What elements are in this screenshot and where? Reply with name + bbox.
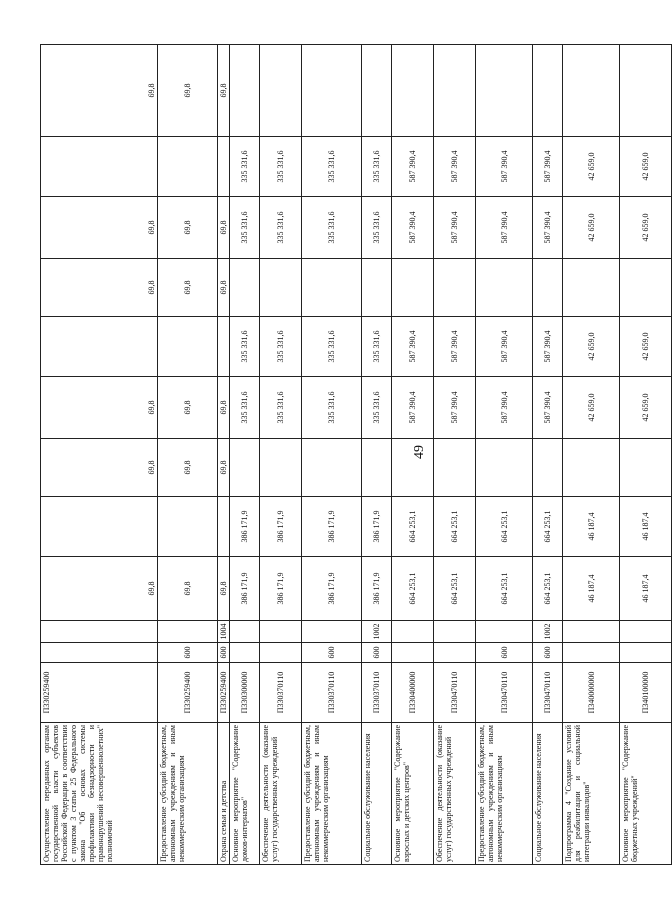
row-value-5-cell: 335 331,6 bbox=[230, 317, 260, 377]
table-row bbox=[230, 45, 260, 865]
row-value-6-cell bbox=[434, 259, 476, 317]
row-value-3-cell bbox=[563, 439, 620, 497]
row-code-cell: П330259400 bbox=[158, 663, 218, 723]
row-value-5-cell bbox=[158, 317, 218, 377]
row-value-6-cell bbox=[392, 259, 434, 317]
row-value-9-cell bbox=[362, 45, 392, 137]
row-value-5-cell: 587 390,4 bbox=[533, 317, 563, 377]
row-value-7-cell: 587 390,4 bbox=[392, 197, 434, 259]
row-code-cell: П330259400 bbox=[41, 663, 158, 723]
row-value-5-cell bbox=[218, 317, 230, 377]
row-expense-type-cell bbox=[563, 643, 620, 663]
row-value-5-cell: 335 331,6 bbox=[362, 317, 392, 377]
row-value-6-cell bbox=[260, 259, 302, 317]
row-value-8-cell: 335 331,6 bbox=[302, 137, 362, 197]
row-name-cell: Предоставление субсидий бюджетным, автономным учреждениям и иным некоммерческим организациям bbox=[302, 723, 362, 865]
row-value-9-cell bbox=[563, 45, 620, 137]
row-value-2-cell: 664 253,1 bbox=[392, 497, 434, 557]
row-value-1-cell: 664 253,1 bbox=[533, 557, 563, 621]
row-section-cell bbox=[434, 621, 476, 643]
budget-table bbox=[40, 44, 672, 865]
row-value-2-cell: 664 253,1 bbox=[533, 497, 563, 557]
row-value-1-cell: 386 171,9 bbox=[362, 557, 392, 621]
row-value-2-cell: 46 187,4 bbox=[563, 497, 620, 557]
row-value-6-cell: 69,8 bbox=[41, 259, 158, 317]
row-value-8-cell: 335 331,6 bbox=[230, 137, 260, 197]
row-value-5-cell: 42 659,0 bbox=[620, 317, 672, 377]
row-value-7-cell: 335 331,6 bbox=[230, 197, 260, 259]
row-value-1-cell: 69,8 bbox=[218, 557, 230, 621]
row-value-8-cell: 587 390,4 bbox=[476, 137, 533, 197]
row-value-2-cell: 386 171,9 bbox=[230, 497, 260, 557]
row-section-cell bbox=[476, 621, 533, 643]
row-value-6-cell bbox=[563, 259, 620, 317]
row-value-9-cell bbox=[434, 45, 476, 137]
row-value-2-cell bbox=[218, 497, 230, 557]
row-value-8-cell bbox=[41, 137, 158, 197]
row-value-3-cell bbox=[392, 439, 434, 497]
row-value-4-cell: 42 659,0 bbox=[563, 377, 620, 439]
row-code-cell: П340100000 bbox=[620, 663, 672, 723]
page-number: 49 bbox=[412, 445, 427, 459]
row-code-cell: П330300000 bbox=[230, 663, 260, 723]
row-value-7-cell: 69,8 bbox=[218, 197, 230, 259]
row-expense-type-cell bbox=[41, 643, 158, 663]
row-value-2-cell bbox=[158, 497, 218, 557]
row-value-4-cell: 69,8 bbox=[158, 377, 218, 439]
row-value-6-cell bbox=[302, 259, 362, 317]
row-value-1-cell: 664 253,1 bbox=[476, 557, 533, 621]
row-value-9-cell bbox=[260, 45, 302, 137]
row-value-1-cell: 69,8 bbox=[158, 557, 218, 621]
row-value-3-cell bbox=[620, 439, 672, 497]
row-value-3-cell bbox=[362, 439, 392, 497]
row-value-7-cell: 42 659,0 bbox=[563, 197, 620, 259]
row-name-cell: Предоставление субсидий бюджетным, автономным учреждениям и иным некоммерческим организациям bbox=[476, 723, 533, 865]
row-value-8-cell bbox=[158, 137, 218, 197]
row-expense-type-cell bbox=[392, 643, 434, 663]
row-value-9-cell: 69,8 bbox=[158, 45, 218, 137]
row-name-cell: Обеспечение деятельности (оказание услуг) государственных учреждений bbox=[434, 723, 476, 865]
table-row bbox=[41, 45, 158, 865]
row-name-cell: Основное мероприятие "Содержание домов-интернатов" bbox=[230, 723, 260, 865]
row-value-6-cell bbox=[362, 259, 392, 317]
row-value-1-cell: 69,8 bbox=[41, 557, 158, 621]
row-value-4-cell: 587 390,4 bbox=[533, 377, 563, 439]
row-code-cell: П330259400 bbox=[218, 663, 230, 723]
row-name-cell: Обеспечение деятельности (оказание услуг) государственных учреждений bbox=[260, 723, 302, 865]
row-value-2-cell bbox=[41, 497, 158, 557]
table-row bbox=[563, 45, 620, 865]
row-section-cell bbox=[563, 621, 620, 643]
row-section-cell bbox=[392, 621, 434, 643]
row-value-9-cell bbox=[620, 45, 672, 137]
table-row bbox=[260, 45, 302, 865]
row-section-cell: 1002 bbox=[362, 621, 392, 643]
row-value-3-cell bbox=[434, 439, 476, 497]
row-code-cell: П330370110 bbox=[302, 663, 362, 723]
row-name-cell: Осуществление переданных органам государственной власти субъектов Российской Федерации в соответствии с пунктом 3 статьи 25 Федерального закона "Об основах системы профилактики безнадзорности и правонарушений несовершеннолетних" полномочий bbox=[41, 723, 158, 865]
row-code-cell: П330370110 bbox=[260, 663, 302, 723]
row-section-cell bbox=[302, 621, 362, 643]
row-value-4-cell: 587 390,4 bbox=[434, 377, 476, 439]
row-code-cell: П340000000 bbox=[563, 663, 620, 723]
row-value-5-cell bbox=[41, 317, 158, 377]
row-name-cell: Предоставление субсидий бюджетным, автономным учреждениям и иным некоммерческим организациям bbox=[158, 723, 218, 865]
row-value-5-cell: 587 390,4 bbox=[476, 317, 533, 377]
row-value-4-cell: 335 331,6 bbox=[230, 377, 260, 439]
row-value-6-cell bbox=[533, 259, 563, 317]
budget-table-body bbox=[41, 45, 672, 865]
row-value-1-cell: 386 171,9 bbox=[230, 557, 260, 621]
row-code-cell: П330400000 bbox=[392, 663, 434, 723]
row-value-5-cell: 587 390,4 bbox=[392, 317, 434, 377]
table-row bbox=[434, 45, 476, 865]
table-row bbox=[158, 45, 218, 865]
row-name-cell: Основное мероприятие "Содержание бюджетных учреждений" bbox=[620, 723, 672, 865]
row-section-cell: 1004 bbox=[218, 621, 230, 643]
row-name-cell: Подпрограмма 4 "Создание условий для реабилитации и социальной интеграции инвалидов" bbox=[563, 723, 620, 865]
row-section-cell bbox=[230, 621, 260, 643]
row-value-8-cell: 335 331,6 bbox=[362, 137, 392, 197]
row-expense-type-cell bbox=[620, 643, 672, 663]
row-value-9-cell: 69,8 bbox=[218, 45, 230, 137]
row-value-4-cell: 587 390,4 bbox=[392, 377, 434, 439]
row-value-8-cell: 42 659,0 bbox=[563, 137, 620, 197]
row-value-1-cell: 664 253,1 bbox=[392, 557, 434, 621]
row-value-3-cell bbox=[533, 439, 563, 497]
row-value-6-cell: 69,8 bbox=[218, 259, 230, 317]
row-value-4-cell: 42 659,0 bbox=[620, 377, 672, 439]
row-value-2-cell: 386 171,9 bbox=[260, 497, 302, 557]
row-value-9-cell: 69,8 bbox=[41, 45, 158, 137]
row-expense-type-cell: 600 bbox=[158, 643, 218, 663]
row-expense-type-cell: 600 bbox=[218, 643, 230, 663]
row-value-9-cell bbox=[230, 45, 260, 137]
row-expense-type-cell: 600 bbox=[533, 643, 563, 663]
row-value-5-cell: 335 331,6 bbox=[302, 317, 362, 377]
row-value-8-cell: 587 390,4 bbox=[392, 137, 434, 197]
rotated-page-content bbox=[40, 45, 650, 865]
table-row bbox=[620, 45, 672, 865]
table-row bbox=[362, 45, 392, 865]
row-value-7-cell: 69,8 bbox=[158, 197, 218, 259]
row-value-9-cell bbox=[533, 45, 563, 137]
row-value-9-cell bbox=[392, 45, 434, 137]
row-name-cell: Социальное обслуживание населения bbox=[362, 723, 392, 865]
row-value-3-cell bbox=[230, 439, 260, 497]
table-row bbox=[218, 45, 230, 865]
row-value-4-cell: 335 331,6 bbox=[302, 377, 362, 439]
row-value-1-cell: 46 187,4 bbox=[563, 557, 620, 621]
row-value-3-cell bbox=[302, 439, 362, 497]
row-value-3-cell: 69,8 bbox=[158, 439, 218, 497]
row-value-2-cell: 386 171,9 bbox=[302, 497, 362, 557]
row-value-7-cell: 69,8 bbox=[41, 197, 158, 259]
row-value-5-cell: 587 390,4 bbox=[434, 317, 476, 377]
table-row bbox=[302, 45, 362, 865]
row-value-2-cell: 46 187,4 bbox=[620, 497, 672, 557]
row-value-2-cell: 664 253,1 bbox=[476, 497, 533, 557]
row-value-6-cell bbox=[620, 259, 672, 317]
table-row bbox=[476, 45, 533, 865]
row-value-7-cell: 587 390,4 bbox=[476, 197, 533, 259]
row-value-4-cell: 69,8 bbox=[41, 377, 158, 439]
row-code-cell: П330370110 bbox=[362, 663, 392, 723]
row-value-8-cell bbox=[218, 137, 230, 197]
row-value-3-cell: 69,8 bbox=[41, 439, 158, 497]
row-value-7-cell: 42 659,0 bbox=[620, 197, 672, 259]
row-value-9-cell bbox=[476, 45, 533, 137]
row-value-6-cell bbox=[230, 259, 260, 317]
row-value-7-cell: 587 390,4 bbox=[533, 197, 563, 259]
row-name-cell: Социальное обслуживание населения bbox=[533, 723, 563, 865]
row-value-7-cell: 335 331,6 bbox=[302, 197, 362, 259]
row-value-8-cell: 42 659,0 bbox=[620, 137, 672, 197]
row-value-2-cell: 386 171,9 bbox=[362, 497, 392, 557]
row-code-cell: П330470110 bbox=[476, 663, 533, 723]
row-value-4-cell: 587 390,4 bbox=[476, 377, 533, 439]
row-value-4-cell: 69,8 bbox=[218, 377, 230, 439]
table-row bbox=[533, 45, 563, 865]
row-value-1-cell: 386 171,9 bbox=[302, 557, 362, 621]
row-value-5-cell: 42 659,0 bbox=[563, 317, 620, 377]
row-expense-type-cell: 600 bbox=[302, 643, 362, 663]
row-value-1-cell: 46 187,4 bbox=[620, 557, 672, 621]
row-value-3-cell bbox=[476, 439, 533, 497]
row-value-4-cell: 335 331,6 bbox=[362, 377, 392, 439]
row-expense-type-cell bbox=[260, 643, 302, 663]
table-row bbox=[392, 45, 434, 865]
row-value-6-cell bbox=[476, 259, 533, 317]
row-value-2-cell: 664 253,1 bbox=[434, 497, 476, 557]
row-value-3-cell: 69,8 bbox=[218, 439, 230, 497]
row-value-8-cell: 587 390,4 bbox=[533, 137, 563, 197]
row-value-8-cell: 587 390,4 bbox=[434, 137, 476, 197]
row-value-9-cell bbox=[302, 45, 362, 137]
row-value-3-cell bbox=[260, 439, 302, 497]
row-value-7-cell: 335 331,6 bbox=[362, 197, 392, 259]
row-value-1-cell: 664 253,1 bbox=[434, 557, 476, 621]
row-value-7-cell: 335 331,6 bbox=[260, 197, 302, 259]
row-value-4-cell: 335 331,6 bbox=[260, 377, 302, 439]
row-code-cell: П330470110 bbox=[533, 663, 563, 723]
row-section-cell bbox=[158, 621, 218, 643]
row-section-cell bbox=[260, 621, 302, 643]
row-expense-type-cell: 600 bbox=[362, 643, 392, 663]
row-value-5-cell: 335 331,6 bbox=[260, 317, 302, 377]
row-section-cell bbox=[41, 621, 158, 643]
row-value-7-cell: 587 390,4 bbox=[434, 197, 476, 259]
row-name-cell: Охрана семьи и детства bbox=[218, 723, 230, 865]
row-value-6-cell: 69,8 bbox=[158, 259, 218, 317]
row-value-1-cell: 386 171,9 bbox=[260, 557, 302, 621]
row-expense-type-cell bbox=[230, 643, 260, 663]
row-expense-type-cell: 600 bbox=[476, 643, 533, 663]
row-code-cell: П330470110 bbox=[434, 663, 476, 723]
row-section-cell: 1002 bbox=[533, 621, 563, 643]
row-name-cell: Основное мероприятие "Содержание взрослых и детских центров" bbox=[392, 723, 434, 865]
row-section-cell bbox=[620, 621, 672, 643]
row-value-8-cell: 335 331,6 bbox=[260, 137, 302, 197]
row-expense-type-cell bbox=[434, 643, 476, 663]
